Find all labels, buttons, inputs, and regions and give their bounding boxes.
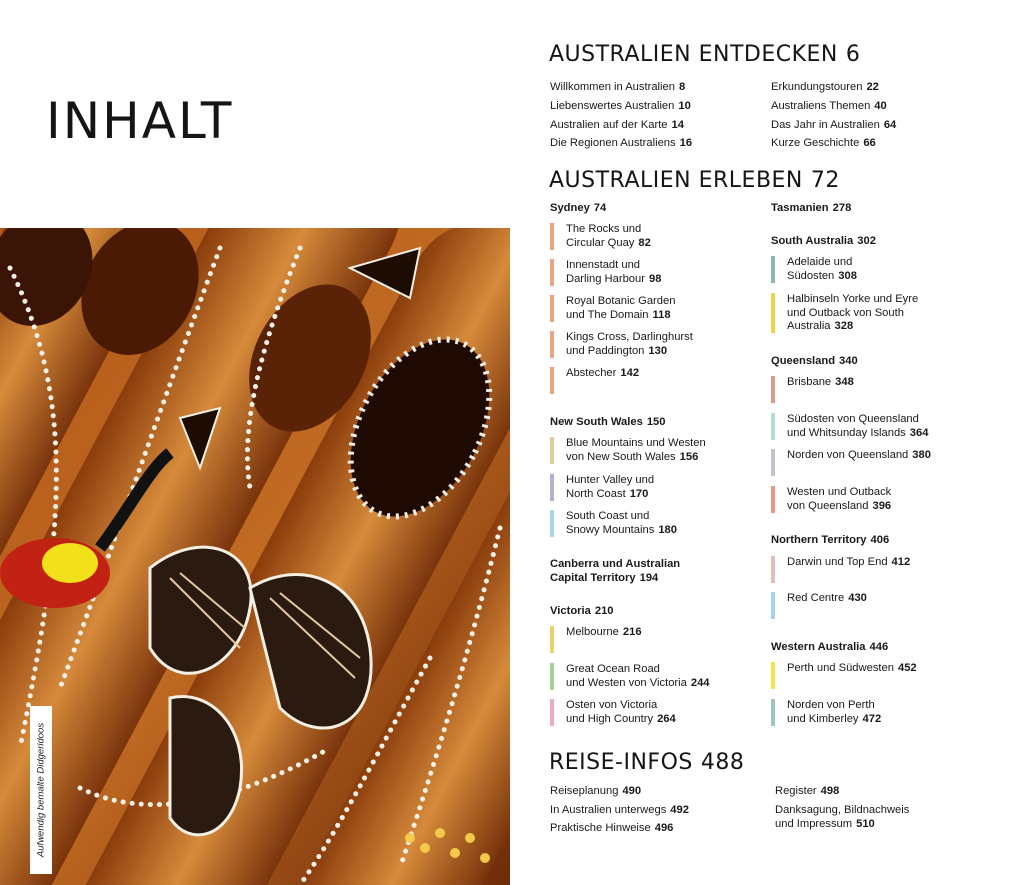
toc-sub-line: und Whitsunday Islands [787,426,906,439]
section-heading-page: 72 [810,168,840,193]
section-heading-title: AUSTRALIEN ERLEBEN [549,168,803,193]
region-heading-page: 446 [869,641,889,653]
toc-sub-entry[interactable] [550,367,639,394]
toc-sub-page: 244 [690,676,710,689]
region-heading-northern-territory[interactable] [771,534,889,548]
toc-sub-page: 142 [620,367,640,379]
toc-sub-entry[interactable] [771,376,854,403]
toc-sub-line: Perth und Südwesten [787,662,894,674]
toc-entry[interactable] [550,119,684,133]
color-bar [771,376,775,403]
toc-entry-page: 14 [671,119,684,131]
region-heading-queensland[interactable] [771,355,858,369]
toc-sub-line: Red Centre [787,592,845,604]
region-heading-page: 406 [870,534,890,546]
region-heading-page: 302 [857,235,876,247]
toc-entry[interactable] [550,804,689,818]
toc-sub-entry[interactable] [771,256,857,283]
toc-sub-line: und Paddington [566,344,645,357]
toc-sub-line: und Westen von Victoria [566,676,687,689]
toc-sub-page: 264 [657,712,676,725]
toc-sub-entry[interactable] [550,331,693,358]
toc-sub-line: The Rocks und [566,223,642,235]
color-bar [771,556,775,583]
toc-sub-entry[interactable] [771,486,891,513]
toc-sub-line: Abstecher [566,367,617,379]
toc-sub-page: 430 [848,592,867,604]
toc-sub-entry[interactable] [550,510,677,537]
toc-entry-label: Willkommen in Australien [550,81,675,93]
region-heading-line: Capital Territory [550,571,636,584]
toc-sub-entry[interactable] [771,699,881,726]
region-heading-label: New South Wales [550,416,643,428]
toc-entry-label: Erkundungstouren [771,81,863,93]
region-heading-victoria[interactable] [550,605,614,619]
color-bar [550,259,554,286]
toc-sub-line: und Kimberley [787,712,859,725]
section-heading-page: 6 [845,42,861,67]
toc-sub-entry[interactable] [771,662,917,689]
region-heading-sydney[interactable] [550,202,606,216]
toc-entry[interactable] [771,81,879,95]
color-bar [771,256,775,283]
toc-entry[interactable] [771,137,876,151]
region-heading-page: 74 [593,202,607,214]
color-bar [771,662,775,689]
toc-sub-entry[interactable] [550,223,651,250]
toc-sub-line: Osten von Victoria [566,699,658,711]
section-heading-page: 488 [700,750,745,775]
toc-sub-line: Melbourne [566,626,619,638]
region-heading-page: 150 [646,416,666,428]
toc-entry-page: 10 [678,100,691,112]
toc-entry-page: 16 [679,137,693,149]
photo-caption-text: Aufwendig bemalte Didgeridoos [35,722,47,858]
region-heading-south-australia[interactable] [771,235,876,249]
toc-sub-line: Westen und Outback [787,486,892,498]
section-heading-entdecken [549,42,860,67]
toc-entry-line: Danksagung, Bildnachweis [775,804,910,816]
toc-sub-entry[interactable] [550,474,654,501]
toc-sub-page: 412 [891,556,911,568]
toc-entry-label: Reiseplanung [550,785,619,797]
toc-entry[interactable] [550,137,692,151]
region-heading-page: 194 [639,571,659,584]
didgeridoo-photo [0,228,510,885]
toc-sub-page: 308 [838,269,857,282]
color-bar [550,626,554,653]
region-heading-tasmanien[interactable] [771,202,851,216]
toc-sub-entry[interactable] [550,259,661,286]
toc-sub-entry[interactable] [550,699,676,726]
toc-sub-entry[interactable] [771,449,931,476]
toc-sub-line: Hunter Valley und [566,474,655,486]
toc-sub-line: North Coast [566,487,626,500]
toc-sub-page: 396 [872,499,892,512]
toc-sub-line: von Queensland [787,499,869,512]
toc-sub-entry[interactable] [771,592,867,619]
toc-sub-page: 472 [862,712,882,725]
region-heading-label: Queensland [771,355,836,367]
toc-entry[interactable] [550,100,691,114]
region-heading-page: 210 [594,605,614,617]
section-heading-title: AUSTRALIEN ENTDECKEN [549,42,838,67]
toc-entry-label: Register [775,785,817,797]
section-heading-title: REISE-INFOS [549,750,693,775]
region-heading-page: 278 [832,202,852,214]
toc-entry-page: 510 [856,817,875,830]
toc-sub-line: South Coast und [566,510,650,522]
toc-entry-label: Australiens Themen [771,100,871,112]
toc-sub-line: und High Country [566,712,654,725]
toc-entry-page: 40 [874,100,887,112]
toc-sub-page: 328 [834,320,854,332]
region-heading-line: Canberra und Australian [550,558,681,570]
toc-sub-page: 452 [897,662,917,674]
toc-sub-entry[interactable] [771,556,910,583]
section-heading-erleben [549,168,840,193]
region-heading-label: Victoria [550,605,591,617]
toc-entry-label: In Australien unterwegs [550,804,667,816]
toc-sub-page: 156 [679,450,699,463]
toc-entry-page: 8 [678,81,686,93]
toc-entry-label: Kurze Geschichte [771,137,860,149]
toc-sub-entry[interactable] [550,663,710,690]
page-title: INHALT [46,92,234,150]
toc-sub-line: Südosten [787,269,835,282]
toc-sub-entry[interactable] [550,295,675,322]
toc-entry-page: 492 [670,804,689,816]
toc-sub-line: Innenstadt und [566,259,641,271]
toc-sub-line: Royal Botanic Garden [566,295,676,307]
color-bar [550,295,554,322]
toc-entry-label: Die Regionen Australiens [550,137,676,149]
toc-sub-line: Darwin und Top End [787,556,888,568]
toc-sub-line: Kings Cross, Darlinghurst [566,331,693,343]
toc-entry[interactable] [550,785,641,799]
toc-entry-page: 22 [866,81,879,93]
section-heading-reise-infos [549,750,744,775]
toc-sub-page: 118 [652,308,671,321]
toc-entry[interactable] [775,804,909,831]
photo-caption [30,706,52,874]
toc-sub-line: Norden von Queensland [787,449,909,461]
region-heading-nsw[interactable] [550,416,666,430]
region-heading-label: Northern Territory [771,534,867,546]
toc-entry-label: Praktische Hinweise [550,822,651,834]
region-heading-western-australia[interactable] [771,641,888,655]
toc-sub-line: Snowy Mountains [566,523,655,536]
toc-entry[interactable] [550,81,685,95]
toc-sub-line: Australia [787,320,831,332]
region-heading-page: 340 [839,355,858,367]
toc-entry-page: 490 [622,785,642,797]
color-bar [550,699,554,726]
color-bar [550,663,554,690]
region-heading-label: South Australia [771,235,854,247]
color-bar [771,449,775,476]
toc-sub-line: Blue Mountains und Westen [566,437,706,449]
toc-sub-page: 170 [629,487,649,500]
toc-sub-line: Südosten von Queensland [787,413,919,425]
toc-sub-entry[interactable] [550,437,706,464]
color-bar [771,699,775,726]
toc-sub-entry[interactable] [771,293,918,333]
color-bar [550,331,554,358]
toc-sub-entry[interactable] [771,413,928,440]
toc-entry[interactable] [775,785,839,799]
toc-entry[interactable] [550,822,673,836]
toc-sub-line: und The Domain [566,308,649,321]
color-bar [771,592,775,619]
toc-sub-entry[interactable] [550,626,642,653]
region-heading-label: Tasmanien [771,202,829,214]
toc-entry-page: 66 [863,137,876,149]
toc-entry-page: 64 [883,119,897,131]
toc-entry-page: 496 [654,822,674,834]
toc-sub-page: 348 [835,376,854,388]
region-heading-canberra[interactable] [550,558,680,585]
toc-entry[interactable] [771,119,896,133]
toc-sub-line: Brisbane [787,376,832,388]
toc-sub-page: 98 [648,272,662,285]
toc-sub-line: von New South Wales [566,450,676,463]
toc-entry-line: und Impressum [775,817,853,830]
toc-entry-label: Das Jahr in Australien [771,119,880,131]
color-bar [550,510,554,537]
toc-sub-page: 180 [658,523,677,536]
toc-sub-page: 82 [638,236,651,249]
toc-sub-line: Halbinseln Yorke und Eyre [787,293,919,305]
toc-entry-page: 498 [820,785,840,797]
toc-sub-page: 216 [622,626,642,638]
region-heading-label: Western Australia [771,641,866,653]
color-bar [771,486,775,513]
toc-sub-line: Darling Harbour [566,272,645,285]
toc-sub-page: 380 [912,449,931,461]
color-bar [550,223,554,250]
color-bar [550,474,554,501]
toc-sub-page: 130 [648,344,668,357]
color-bar [771,293,775,333]
toc-sub-line: Norden von Perth [787,699,875,711]
toc-entry[interactable] [771,100,887,114]
toc-sub-line: und Outback von South [787,306,904,319]
toc-sub-line: Great Ocean Road [566,663,660,675]
region-heading-label: Sydney [550,202,590,214]
didgeridoo-illustration [0,228,510,885]
toc-sub-page: 364 [909,426,929,439]
color-bar [771,413,775,440]
color-bar [550,367,554,394]
toc-entry-label: Australien auf der Karte [550,119,668,131]
toc-sub-line: Adelaide und [787,256,853,268]
toc-entry-label: Liebenswertes Australien [550,100,675,112]
color-bar [550,437,554,464]
toc-sub-line: Circular Quay [566,236,635,249]
